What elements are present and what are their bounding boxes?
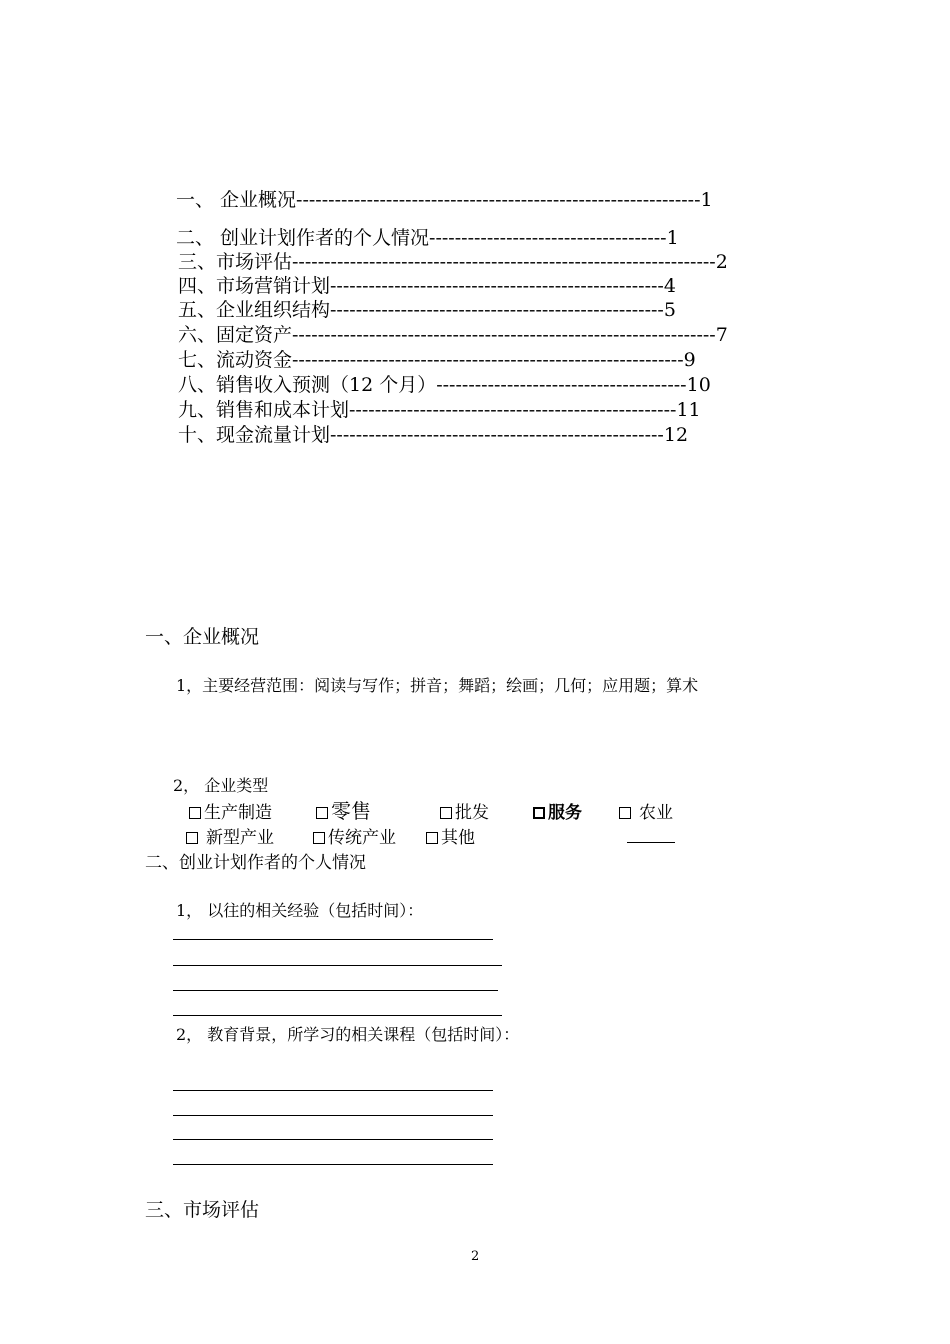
business-type-label: 2， 企业类型 (173, 776, 269, 795)
checkbox-icon[interactable] (186, 832, 198, 844)
toc-entry-page: 1 (666, 227, 679, 249)
option-service[interactable] (533, 798, 582, 823)
toc-entry-label: 七、流动资金 (178, 349, 293, 371)
option-label: 传统产业 (328, 828, 396, 848)
toc-entry-page: 2 (715, 251, 728, 273)
checkbox-icon[interactable] (440, 807, 452, 819)
toc-entry-label: 八、销售收入预测（12 个月） (178, 374, 437, 396)
experience-fill-line[interactable] (173, 1015, 502, 1016)
experience-fill-line[interactable] (173, 990, 498, 991)
education-fill-line[interactable] (173, 1090, 493, 1091)
toc-entry-page: 7 (715, 324, 728, 346)
option-manufacturing[interactable] (189, 798, 272, 823)
checkbox-icon[interactable] (189, 807, 201, 819)
education-fill-line[interactable] (173, 1164, 493, 1165)
toc-entry (178, 373, 711, 397)
toc-entry-label: 十、现金流量计划 (178, 424, 331, 446)
toc-entry-dashes: ------------------------------------- (429, 227, 667, 249)
option-label: 批发 (455, 803, 489, 823)
toc-entry (178, 274, 676, 298)
experience-fill-line[interactable] (173, 939, 493, 940)
option-label: 生产制造 (204, 803, 272, 823)
toc-entry-page: 12 (663, 424, 689, 446)
toc-entry (178, 323, 728, 347)
toc-entry-dashes: ------------------------------------------------------------------ (292, 324, 716, 346)
education-label: 2， 教育背景，所学习的相关课程（包括时间）： (176, 1025, 520, 1044)
toc-entry-label: 一、 企业概况 (176, 189, 297, 211)
toc-entry-dashes: ---------------------------------------------------- (330, 275, 664, 297)
toc-entry-page: 1 (700, 189, 713, 211)
toc-entry-page: 9 (683, 349, 696, 371)
toc-entry-dashes: ------------------------------------------------------------------ (292, 251, 716, 273)
toc-entry (178, 348, 696, 372)
option-traditional-industry[interactable] (313, 823, 396, 848)
checkbox-icon[interactable] (426, 832, 438, 844)
page-number: 2 (471, 1249, 480, 1264)
option-label: 新型产业 (206, 828, 274, 848)
option-label: 服务 (548, 803, 582, 823)
option-label: 零售 (331, 799, 371, 823)
toc-entry-dashes: ---------------------------------------------------- (330, 299, 664, 321)
toc-entry-dashes: ------------------------------------------------------------- (292, 349, 684, 371)
toc-entry-dashes: ---------------------------------------------------- (330, 424, 664, 446)
toc-entry-label: 九、销售和成本计划 (178, 399, 350, 421)
toc-entry-label: 六、固定资产 (178, 324, 293, 346)
option-wholesale[interactable] (440, 798, 489, 823)
toc-entry-dashes: --------------------------------------------------- (349, 399, 677, 421)
other-fill-line[interactable] (627, 842, 675, 843)
section-3-heading: 三、市场评估 (145, 1199, 260, 1221)
toc-entry-page: 10 (686, 374, 711, 396)
toc-entry-page: 11 (676, 399, 701, 421)
option-other[interactable] (426, 823, 475, 848)
option-agriculture[interactable] (619, 798, 673, 823)
toc-entry-label: 三、市场评估 (178, 251, 293, 273)
toc-entry (178, 398, 701, 422)
option-new-industry[interactable] (186, 823, 274, 848)
toc-entry-page: 5 (663, 299, 676, 321)
toc-entry-dashes: --------------------------------------- (436, 374, 687, 396)
toc-entry-label: 四、市场营销计划 (178, 275, 331, 297)
experience-fill-line[interactable] (173, 965, 502, 966)
option-label: 农业 (639, 803, 673, 823)
toc-entry (178, 250, 728, 274)
toc-entry-dashes: --------------------------------------------------------------- (296, 189, 701, 211)
toc-entry (178, 298, 676, 322)
checkbox-icon[interactable] (619, 807, 631, 819)
checkbox-icon[interactable] (533, 807, 545, 819)
toc-entry-label: 二、 创业计划作者的个人情况 (176, 227, 430, 249)
checkbox-icon[interactable] (313, 832, 325, 844)
experience-label: 1， 以往的相关经验（包括时间）： (176, 901, 424, 920)
toc-entry-label: 五、企业组织结构 (178, 299, 331, 321)
education-fill-line[interactable] (173, 1139, 493, 1140)
section-2-heading: 二、创业计划作者的个人情况 (145, 853, 366, 873)
option-label: 其他 (441, 828, 475, 848)
section-1-heading: 一、企业概况 (145, 626, 260, 648)
toc-entry (176, 188, 713, 212)
toc-entry (176, 226, 679, 250)
toc-entry-page: 4 (663, 275, 676, 297)
business-scope-text: 1，主要经营范围：阅读与写作；拼音；舞蹈；绘画；几何；应用题；算术 (176, 676, 699, 695)
checkbox-icon[interactable] (316, 807, 328, 819)
option-retail[interactable] (316, 795, 371, 824)
education-fill-line[interactable] (173, 1115, 493, 1116)
toc-entry (178, 423, 688, 447)
